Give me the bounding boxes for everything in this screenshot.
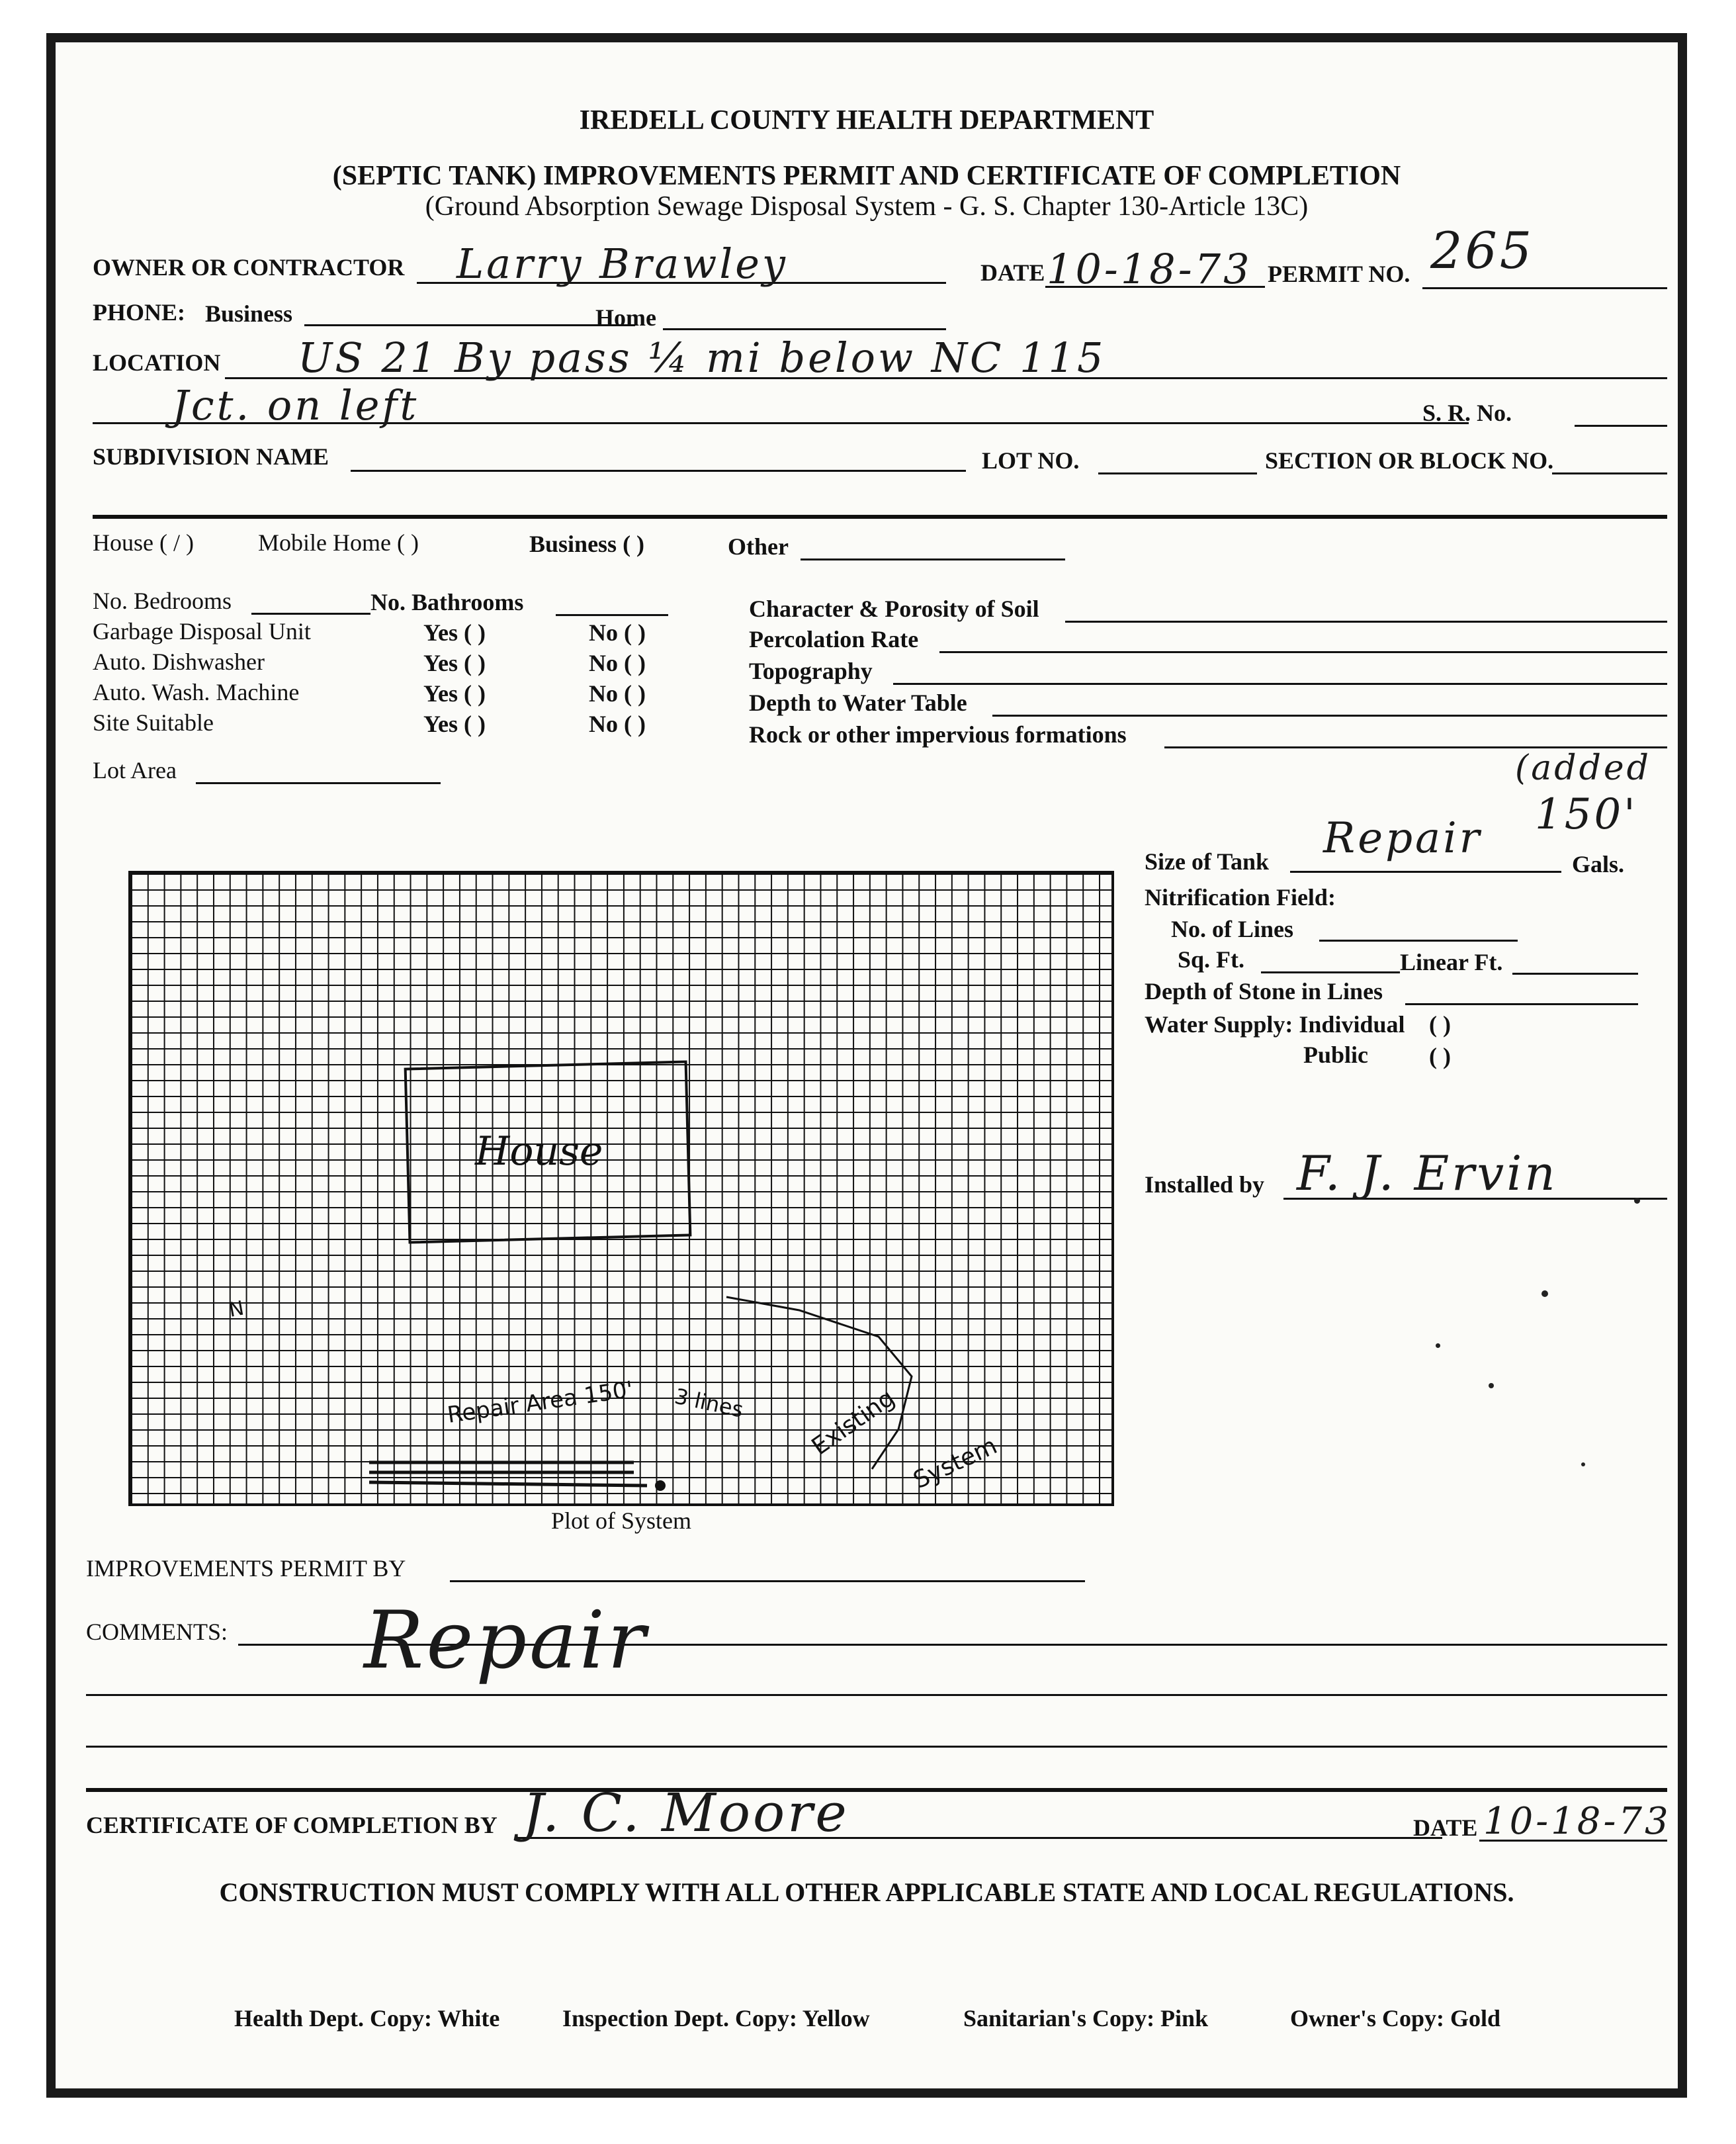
owner-label: OWNER OR CONTRACTOR bbox=[93, 254, 405, 281]
installed-value: F. J. Ervin bbox=[1297, 1145, 1558, 1201]
permit-form bbox=[46, 33, 1687, 2098]
detail-row-label: Garbage Disposal Unit bbox=[93, 618, 311, 645]
owner-value: Larry Brawley bbox=[456, 240, 788, 288]
linear-line bbox=[1512, 973, 1638, 975]
detail-row-no: No ( ) bbox=[589, 680, 646, 707]
permit-line bbox=[1422, 287, 1667, 289]
soil-label: Character & Porosity of Soil bbox=[749, 596, 1039, 622]
tank-size-line bbox=[1290, 871, 1561, 873]
perc-line bbox=[939, 651, 1667, 653]
lines-label: No. of Lines bbox=[1171, 916, 1294, 942]
bathrooms-label: No. Bathrooms bbox=[370, 589, 524, 615]
form-subtitle: (Ground Absorption Sewage Disposal System - G. S. Chapter 130-Article 13C) bbox=[425, 191, 1309, 222]
comments-value: Repair bbox=[364, 1595, 648, 1687]
tank-size-label: Size of Tank bbox=[1145, 848, 1270, 875]
copy-inspection: Inspection Dept. Copy: Yellow bbox=[562, 2005, 870, 2032]
detail-row-yes: Yes ( ) bbox=[423, 711, 486, 737]
regulations-notice: CONSTRUCTION MUST COMPLY WITH ALL OTHER APPLICABLE STATE AND LOCAL REGULATIONS. bbox=[219, 1877, 1514, 1907]
location-value-1: US 21 By pass ¼ mi below NC 115 bbox=[298, 334, 1106, 382]
scan-noise bbox=[1541, 1290, 1548, 1297]
sr-line bbox=[1575, 425, 1667, 427]
stone-line bbox=[1405, 1003, 1638, 1005]
bedrooms-label: No. Bedrooms bbox=[93, 588, 232, 614]
certificate-date-value: 10-18-73 bbox=[1483, 1800, 1671, 1843]
scan-noise bbox=[1581, 1462, 1585, 1466]
detail-row-no: No ( ) bbox=[589, 711, 646, 737]
plot-grid bbox=[128, 871, 1114, 1506]
scan-noise bbox=[1489, 1383, 1494, 1388]
date-label: DATE bbox=[980, 259, 1045, 286]
certificate-label: CERTIFICATE OF COMPLETION BY bbox=[86, 1812, 498, 1838]
permit-label: PERMIT NO. bbox=[1268, 261, 1410, 287]
plot-house-label: House bbox=[475, 1128, 603, 1175]
topography-line bbox=[893, 683, 1667, 685]
lot-area-label: Lot Area bbox=[93, 757, 177, 783]
phone-home-label: Home bbox=[595, 304, 656, 331]
improvements-line bbox=[450, 1580, 1085, 1582]
water-table-label: Depth to Water Table bbox=[749, 690, 967, 716]
plot-system: System bbox=[909, 1432, 1002, 1495]
type-other-line bbox=[801, 558, 1065, 560]
linear-label: Linear Ft. bbox=[1400, 949, 1503, 975]
water-public-box: ( ) bbox=[1429, 1043, 1451, 1069]
plot-caption: Plot of System bbox=[550, 1507, 692, 1534]
detail-row-no: No ( ) bbox=[589, 619, 646, 646]
nitrification-label: Nitrification Field: bbox=[1145, 884, 1336, 911]
lot-area-line bbox=[196, 782, 441, 784]
subdivision-label: SUBDIVISION NAME bbox=[93, 443, 329, 470]
location-value-2: Jct. on left bbox=[172, 381, 419, 429]
perc-label: Percolation Rate bbox=[749, 626, 919, 652]
form-title: (SEPTIC TANK) IMPROVEMENTS PERMIT AND CERTIFICATE OF COMPLETION bbox=[332, 161, 1401, 191]
scan-noise bbox=[1436, 1343, 1440, 1348]
water-table-line bbox=[992, 715, 1667, 717]
improvements-label: IMPROVEMENTS PERMIT BY bbox=[86, 1555, 406, 1582]
section-divider bbox=[93, 515, 1667, 519]
topography-label: Topography bbox=[749, 658, 873, 684]
plot-repair-area: Repair Area 150' bbox=[445, 1376, 635, 1429]
comments-divider bbox=[86, 1788, 1667, 1792]
detail-row-no: No ( ) bbox=[589, 650, 646, 676]
location-label: LOCATION bbox=[93, 349, 221, 376]
detail-row-yes: Yes ( ) bbox=[423, 680, 486, 707]
detail-row-yes: Yes ( ) bbox=[423, 650, 486, 676]
certificate-date-label: DATE bbox=[1413, 1814, 1478, 1841]
water-individual-label: Water Supply: Individual bbox=[1145, 1011, 1405, 1038]
agency-name: IREDELL COUNTY HEALTH DEPARTMENT bbox=[579, 105, 1154, 136]
sqft-label: Sq. Ft. bbox=[1178, 946, 1245, 973]
scan-noise bbox=[1634, 1198, 1640, 1204]
phone-business-label: Business bbox=[205, 300, 293, 327]
sr-label: S. R. No. bbox=[1422, 400, 1512, 426]
section-line bbox=[1552, 472, 1667, 474]
added-note: (added bbox=[1515, 748, 1651, 788]
detail-row-label: Site Suitable bbox=[93, 709, 214, 736]
plot-drawing bbox=[131, 873, 1117, 1509]
phone-home-line bbox=[663, 328, 946, 330]
repair-marker bbox=[655, 1480, 666, 1491]
detail-row-yes: Yes ( ) bbox=[423, 619, 486, 646]
date-value: 10-18-73 bbox=[1047, 245, 1252, 293]
permit-value: 265 bbox=[1430, 221, 1535, 280]
comments-line-3 bbox=[86, 1746, 1667, 1748]
section-label: SECTION OR BLOCK NO. bbox=[1265, 447, 1554, 474]
stone-label: Depth of Stone in Lines bbox=[1145, 978, 1383, 1005]
detail-row-label: Auto. Wash. Machine bbox=[93, 679, 300, 705]
lines-line bbox=[1319, 940, 1518, 942]
phone-label: PHONE: bbox=[93, 299, 185, 326]
copy-owner: Owner's Copy: Gold bbox=[1290, 2005, 1501, 2032]
rock-label: Rock or other impervious formations bbox=[749, 721, 1127, 748]
bedrooms-line bbox=[251, 613, 370, 615]
bathrooms-line bbox=[556, 614, 668, 616]
type-mobile-home: Mobile Home ( ) bbox=[258, 529, 419, 556]
copy-sanitarian: Sanitarian's Copy: Pink bbox=[963, 2005, 1209, 2032]
added-value: 150' bbox=[1535, 790, 1638, 839]
water-public-label: Public bbox=[1303, 1042, 1369, 1068]
gals-label: Gals. bbox=[1572, 851, 1625, 877]
lot-no-line bbox=[1098, 472, 1257, 474]
water-individual-box: ( ) bbox=[1429, 1011, 1451, 1038]
comments-line-2 bbox=[86, 1694, 1667, 1696]
type-business: Business ( ) bbox=[529, 531, 645, 557]
copy-health: Health Dept. Copy: White bbox=[234, 2005, 500, 2032]
plot-existing: Existing bbox=[806, 1384, 900, 1461]
type-other: Other bbox=[728, 533, 789, 560]
installed-label: Installed by bbox=[1145, 1171, 1265, 1198]
detail-row-label: Auto. Dishwasher bbox=[93, 648, 265, 675]
type-house: House ( / ) bbox=[93, 529, 194, 556]
plot-lines: 3 lines bbox=[672, 1383, 746, 1423]
certificate-value: J. C. Moore bbox=[523, 1782, 849, 1844]
soil-line bbox=[1065, 621, 1667, 623]
comments-label: COMMENTS: bbox=[86, 1619, 228, 1645]
repair-line bbox=[369, 1482, 647, 1486]
plot-margin-note: N bbox=[227, 1296, 246, 1322]
subdivision-line bbox=[351, 470, 966, 472]
sqft-line bbox=[1261, 971, 1400, 973]
tank-size-value: Repair bbox=[1323, 814, 1483, 863]
lot-no-label: LOT NO. bbox=[982, 447, 1080, 474]
phone-business-line bbox=[304, 324, 635, 326]
